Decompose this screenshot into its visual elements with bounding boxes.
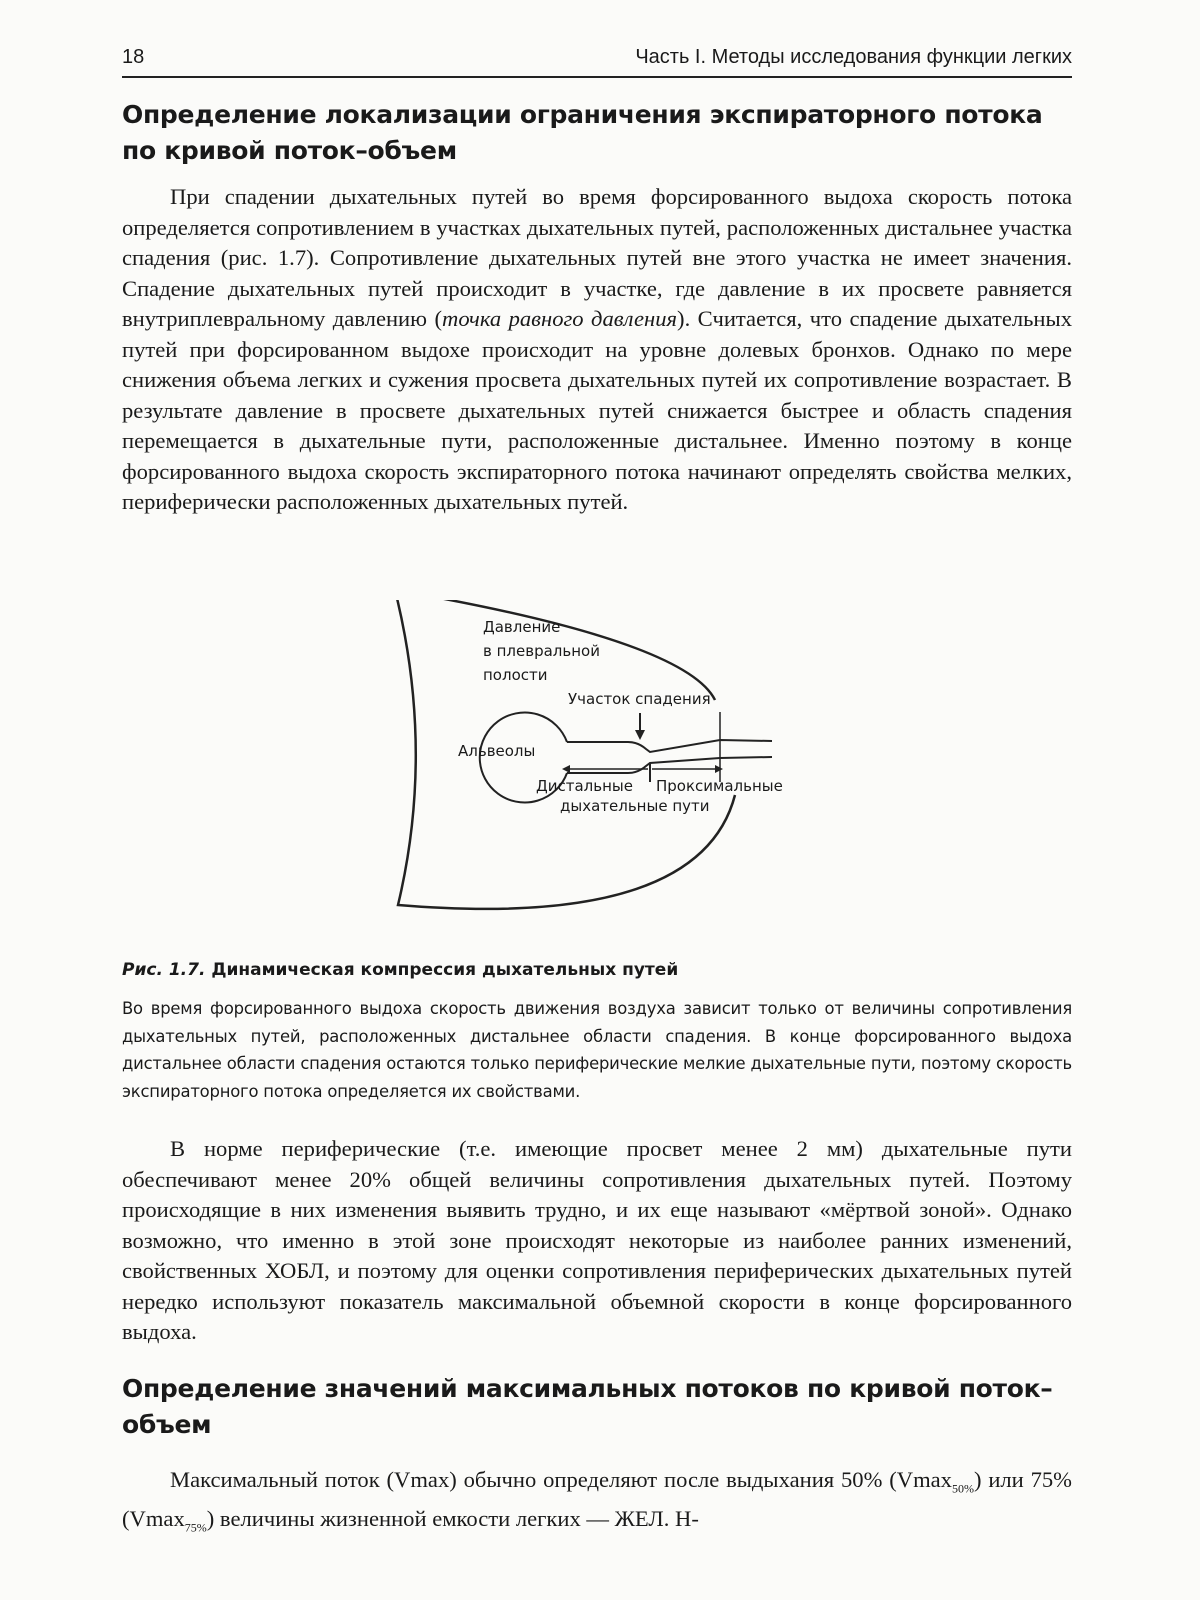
body-paragraph-2: В норме периферические (т.е. имеющие просвет менее 2 мм) дыхательные пути обеспечивают менее 20% общей величины сопротивления дыхательных путей. Поэтому происходящие в них изменения выявить трудно, и их еще называют «мёртвой зоной». Однако возможно, что именно в этой зоне происходят некоторые из наиболее ранних изменений, свойственных ХОБЛ, и поэтому для оценки сопротивления периферических дыхательных путей нередко используют показатель максимальной объемной скорости в конце форсированного выдоха. xyxy=(122,1136,1072,1344)
collapse-arrow-head xyxy=(635,730,645,740)
figure-dynamic-compression xyxy=(390,600,830,945)
label-airways: дыхательные пути xyxy=(560,797,710,815)
airway-diagram xyxy=(390,600,830,945)
figure-number: Рис. 1.7. xyxy=(122,960,206,980)
airway-lower-wall xyxy=(567,757,772,773)
page-number: 18 xyxy=(122,46,145,68)
italic-term: точка равного давления xyxy=(442,306,678,331)
running-title: Часть I. Методы исследования функции легких xyxy=(635,46,1072,68)
figure-caption-title xyxy=(122,960,1072,980)
text-run: ) или 75% (Vmax xyxy=(122,1467,1072,1532)
label-collapse-site: Участок спадения xyxy=(568,690,711,708)
distal-arrow-head xyxy=(562,765,570,773)
subscript: 50% xyxy=(951,1481,974,1496)
text-run: Максимальный поток (Vmax) обычно определяют после выдыхания 50% (Vmax xyxy=(170,1467,952,1492)
body-paragraph-1 xyxy=(122,182,1072,518)
text-run: ). Считается, что спадение дыхательных путей при форсированном выдохе происходит на уровне долевых бронхов. Однако по мере снижения объема легких и сужения просвета дыхательных путей их сопротивление возрастает. В результате давление в просвете дыхательных путей снижается быстрее и область спадения перемещается в дыхательные пути, расположенные дистальнее. Именно поэтому в конце форсированного выдоха скорость экспираторного потока начинают определять свойства мелких, периферически расположенных дыхательных путей. xyxy=(122,306,1072,514)
label-pleural-pressure-1: Давление xyxy=(483,618,561,636)
figure-caption-text: Во время форсированного выдоха скорость движения воздуха зависит только от величины сопротивления дыхательных путей, расположенных дистальнее области спадения. В конце форсированного выдоха дистальнее области спадения остаются только периферические мелкие дыхательные пути, поэтому скорость экспираторного потока определяется их свойствами. xyxy=(122,999,1072,1101)
section-heading-max-flows: Определение значений максимальных потоков по кривой поток–объем xyxy=(122,1374,1053,1439)
subscript: 75% xyxy=(184,1520,207,1535)
body-paragraph-3 xyxy=(122,1465,1072,1543)
label-alveoli: Альвеолы xyxy=(458,742,536,760)
proximal-arrow-head xyxy=(715,765,723,773)
airway-upper-wall xyxy=(567,740,772,752)
label-pleural-pressure-3: полости xyxy=(483,666,548,684)
text-run: ) величины жизненной емкости легких — ЖЕЛ. Н- xyxy=(206,1506,699,1532)
running-header xyxy=(122,44,1072,78)
text-run: При спадении дыхательных путей во время форсированного выдоха скорость потока определяется сопротивлением в участках дыхательных путей, расположенных дистальнее участка спадения (рис. 1.7). Сопротивление дыхательных путей вне этого участка не имеет значения. Спадение дыхательных путей происходит в участке, где давление в их просвете равняется внутриплевральному давлению ( xyxy=(122,184,1072,331)
label-proximal: Проксимальные xyxy=(656,777,783,795)
label-distal: Дистальные xyxy=(536,777,633,795)
figure-title: Динамическая компрессия дыхательных путей xyxy=(211,960,679,980)
section-heading-localization: Определение локализации ограничения экспираторного потока по кривой поток–объем xyxy=(122,100,1043,165)
label-pleural-pressure-2: в плевральной xyxy=(483,642,600,660)
